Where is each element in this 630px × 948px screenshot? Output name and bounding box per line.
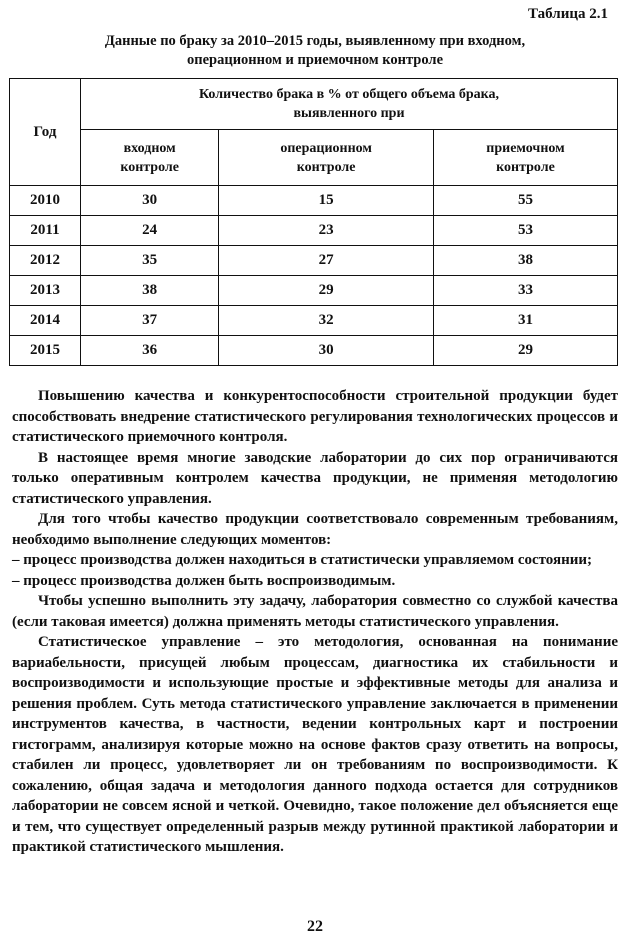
paragraph: В настоящее время многие заводские лаборатории до сих пор ограничиваются только оперативным контролем качества продукции, не применяя методологию статистического управления. — [12, 449, 618, 507]
column-header-acceptance — [433, 130, 617, 186]
paragraph: Повышению качества и конкурентоспособности строительной продукции будет способствовать внедрение статистического регулирования технологических процессов и статистического приемочного контроля. — [12, 388, 618, 445]
acceptance-value-cell: 29 — [433, 336, 617, 366]
column-header-line-2: контроле — [120, 159, 179, 175]
acceptance-value-cell: 38 — [433, 246, 617, 276]
year-cell: 2013 — [10, 276, 81, 306]
input-value-cell: 36 — [81, 336, 219, 366]
group-header-line-1: Количество брака в % от общего объема брака, — [198, 87, 500, 103]
input-value-cell: 35 — [81, 246, 219, 276]
table-row — [10, 306, 618, 336]
table-row — [10, 276, 618, 306]
group-header — [81, 79, 618, 130]
page-number: 22 — [307, 918, 323, 935]
operational-value-cell: 27 — [219, 246, 434, 276]
column-header-input — [81, 130, 219, 186]
year-cell: 2014 — [10, 306, 81, 336]
acceptance-value-cell: 31 — [433, 306, 617, 336]
paragraph: Статистическое управление – это методология, основанная на понимание вариабельности, присущей любым процессам, диагностика их стабильности и воспроизводимости и использующие простые и эффективные методы для анализа и решения проблем. Суть метода статистического управление заключается в применении инструментов качества, в частности, ведении контрольных карт и построении гистограмм, анализируя которые можно на основе фактов сразу ответить на вопросы, стабилен ли процесс, удовлетворяет ли он требованиям по воспроизводимости. К сожалению, общая задача и методология данного подхода остается для сотрудников лаборатории не совсем ясной и четкой. Очевидно, такое положение дел объясняется еще и тем, что существует определенный разрыв между рутинной практикой лаборатории и практикой статистического мышления. — [12, 634, 618, 855]
column-header-operational — [219, 130, 434, 186]
body-text — [12, 386, 618, 858]
column-header-line-1: операционном — [280, 140, 372, 156]
table-row — [10, 336, 618, 366]
operational-value-cell: 32 — [219, 306, 434, 336]
group-header-line-2: выявленного при — [293, 106, 405, 122]
year-cell: 2011 — [10, 216, 81, 246]
operational-value-cell: 29 — [219, 276, 434, 306]
table-row — [10, 216, 618, 246]
year-cell: 2012 — [10, 246, 81, 276]
column-header-line-2: контроле — [296, 159, 356, 175]
column-header-line-1: входном — [123, 140, 176, 156]
input-value-cell: 30 — [81, 186, 219, 216]
table-row — [10, 186, 618, 216]
list-item: – процесс производства должен быть воспроизводимым. — [12, 572, 396, 589]
operational-value-cell: 30 — [219, 336, 434, 366]
acceptance-value-cell: 55 — [433, 186, 617, 216]
list-item: – процесс производства должен находиться в статистически управляемом состоянии; — [12, 552, 593, 568]
table-row — [10, 246, 618, 276]
operational-value-cell: 23 — [219, 216, 434, 246]
input-value-cell: 37 — [81, 306, 219, 336]
acceptance-value-cell: 53 — [433, 216, 617, 246]
column-header-line-1: приемочном — [486, 140, 565, 156]
acceptance-value-cell: 33 — [433, 276, 617, 306]
paragraph: Чтобы успешно выполнить эту задачу, лаборатория совместно со службой качества (если таковая имеется) должна применять методы статистического управления. — [12, 593, 618, 630]
input-value-cell: 24 — [81, 216, 219, 246]
operational-value-cell: 15 — [219, 186, 434, 216]
year-header: Год — [10, 79, 81, 186]
defects-table — [9, 78, 618, 366]
year-cell: 2015 — [10, 336, 81, 366]
table-label: Таблица 2.1 — [528, 6, 608, 22]
table-caption — [40, 32, 590, 70]
caption-line-2: операционном и приемочном контроле — [186, 52, 443, 68]
caption-line-1: Данные по браку за 2010–2015 годы, выявленному при входном, — [104, 33, 526, 49]
input-value-cell: 38 — [81, 276, 219, 306]
paragraph: Для того чтобы качество продукции соответствовало современным требованиям, необходимо выполнение следующих моментов: — [12, 511, 618, 548]
column-header-line-2: контроле — [496, 159, 555, 175]
year-cell: 2010 — [10, 186, 81, 216]
